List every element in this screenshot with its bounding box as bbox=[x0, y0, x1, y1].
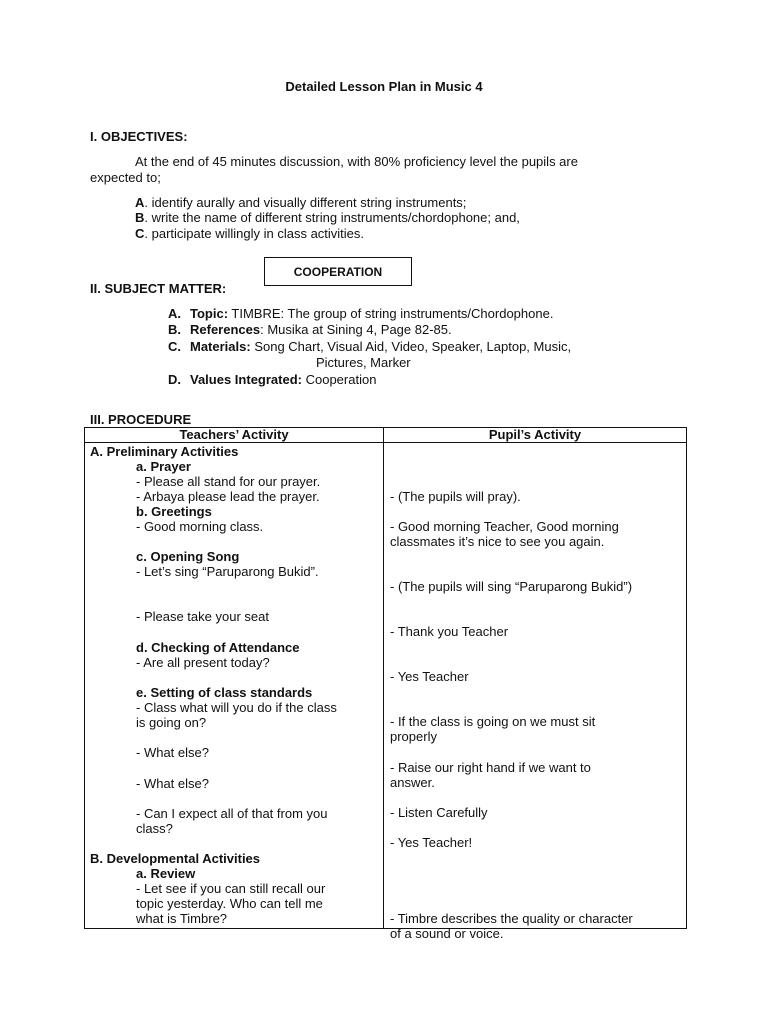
pupil-line: - Good morning Teacher, Good morning bbox=[390, 519, 619, 534]
subject-item-value-continued: Pictures, Marker bbox=[316, 355, 411, 370]
subject-item-key: Topic: bbox=[190, 306, 229, 321]
subject-matter-heading: II. SUBJECT MATTER: bbox=[90, 281, 227, 296]
objective-text: . identify aurally and visually different string instruments; bbox=[144, 195, 467, 210]
teacher-line: topic yesterday. Who can tell me bbox=[136, 896, 323, 911]
teacher-line: - Are all present today? bbox=[136, 655, 270, 670]
objective-text: . participate willingly in class activities. bbox=[144, 226, 365, 241]
pupil-activity-cell bbox=[384, 443, 687, 941]
teacher-line: d. Checking of Attendance bbox=[136, 640, 300, 655]
teacher-line: b. Greetings bbox=[136, 504, 212, 519]
subject-item bbox=[168, 339, 571, 354]
pupil-line: - Thank you Teacher bbox=[390, 624, 509, 639]
objective-letter: A bbox=[135, 195, 145, 210]
subject-item-label: A. bbox=[168, 306, 181, 321]
objective-item bbox=[135, 210, 520, 225]
pupil-line: - If the class is going on we must sit bbox=[390, 714, 596, 729]
teacher-line: a. Prayer bbox=[136, 459, 191, 474]
subject-item-label: C. bbox=[168, 339, 181, 354]
teacher-line: e. Setting of class standards bbox=[136, 685, 313, 700]
subject-item-label: D. bbox=[168, 372, 181, 387]
column-header-pupil: Pupil’s Activity bbox=[384, 428, 687, 443]
document-title: Detailed Lesson Plan in Music 4 bbox=[285, 79, 483, 94]
objective-item bbox=[135, 195, 466, 210]
teacher-line: B. Developmental Activities bbox=[90, 851, 261, 866]
subject-item-value: : Musika at Sining 4, Page 82-85. bbox=[260, 322, 452, 337]
teacher-line: - Good morning class. bbox=[136, 519, 264, 534]
objectives-intro-line2: expected to; bbox=[90, 170, 161, 185]
subject-item-key: Values Integrated: bbox=[190, 372, 302, 387]
column-header-teacher: Teachers’ Activity bbox=[85, 428, 384, 443]
teacher-line: - Arbaya please lead the prayer. bbox=[136, 489, 320, 504]
procedure-heading: III. PROCEDURE bbox=[90, 412, 192, 427]
subject-item-label: B. bbox=[168, 322, 181, 337]
teacher-line: - Class what will you do if the class bbox=[136, 700, 337, 715]
pupil-line: of a sound or voice. bbox=[390, 926, 504, 941]
teacher-line: c. Opening Song bbox=[136, 549, 240, 564]
subject-item-key: References bbox=[190, 322, 261, 337]
pupil-line: - Yes Teacher! bbox=[390, 835, 473, 850]
subject-item-value: Song Chart, Visual Aid, Video, Speaker, Laptop, Music, bbox=[250, 339, 572, 354]
teacher-line: - What else? bbox=[136, 745, 209, 760]
table-header-row bbox=[85, 428, 687, 443]
objective-item bbox=[135, 226, 364, 241]
objective-letter: B bbox=[135, 210, 145, 225]
procedure-table bbox=[84, 427, 687, 941]
pupil-line: answer. bbox=[390, 775, 435, 790]
objective-text: . write the name of different string instruments/chordophone; and, bbox=[144, 210, 520, 225]
subject-item bbox=[168, 372, 376, 387]
teacher-line: - Please take your seat bbox=[136, 609, 269, 624]
teacher-line: - Let see if you can still recall our bbox=[136, 881, 326, 896]
pupil-line: - (The pupils will sing “Paruparong Bukid”) bbox=[390, 579, 633, 594]
subject-item bbox=[168, 322, 452, 337]
value-box: COOPERATION bbox=[264, 257, 412, 286]
pupil-line: - (The pupils will pray). bbox=[390, 489, 521, 504]
teacher-line: is going on? bbox=[136, 715, 207, 730]
teacher-line: - Please all stand for our prayer. bbox=[136, 474, 321, 489]
teacher-line: what is Timbre? bbox=[136, 911, 228, 926]
table-row bbox=[85, 443, 687, 929]
teacher-line: - Let’s sing “Paruparong Bukid”. bbox=[136, 564, 319, 579]
teacher-activity-cell bbox=[85, 443, 384, 929]
teacher-line: - What else? bbox=[136, 776, 209, 791]
subject-item-value: Cooperation bbox=[301, 372, 377, 387]
pupil-line: classmates it’s nice to see you again. bbox=[390, 534, 605, 549]
pupil-line: - Raise our right hand if we want to bbox=[390, 760, 591, 775]
teacher-line: a. Review bbox=[136, 866, 196, 881]
teacher-line: class? bbox=[136, 821, 173, 836]
objectives-heading: I. OBJECTIVES: bbox=[90, 129, 188, 144]
subject-item-value: TIMBRE: The group of string instruments/Chordophone. bbox=[228, 306, 554, 321]
pupil-line: - Timbre describes the quality or character bbox=[390, 911, 633, 926]
teacher-line: - Can I expect all of that from you bbox=[136, 806, 328, 821]
pupil-line: - Yes Teacher bbox=[390, 669, 469, 684]
subject-item bbox=[168, 306, 553, 321]
pupil-line: - Listen Carefully bbox=[390, 805, 488, 820]
teacher-line: A. Preliminary Activities bbox=[90, 444, 239, 459]
objective-letter: C bbox=[135, 226, 145, 241]
pupil-line: properly bbox=[390, 729, 437, 744]
subject-item-key: Materials: bbox=[190, 339, 251, 354]
objectives-intro-line1: At the end of 45 minutes discussion, with 80% proficiency level the pupils are bbox=[135, 154, 578, 169]
